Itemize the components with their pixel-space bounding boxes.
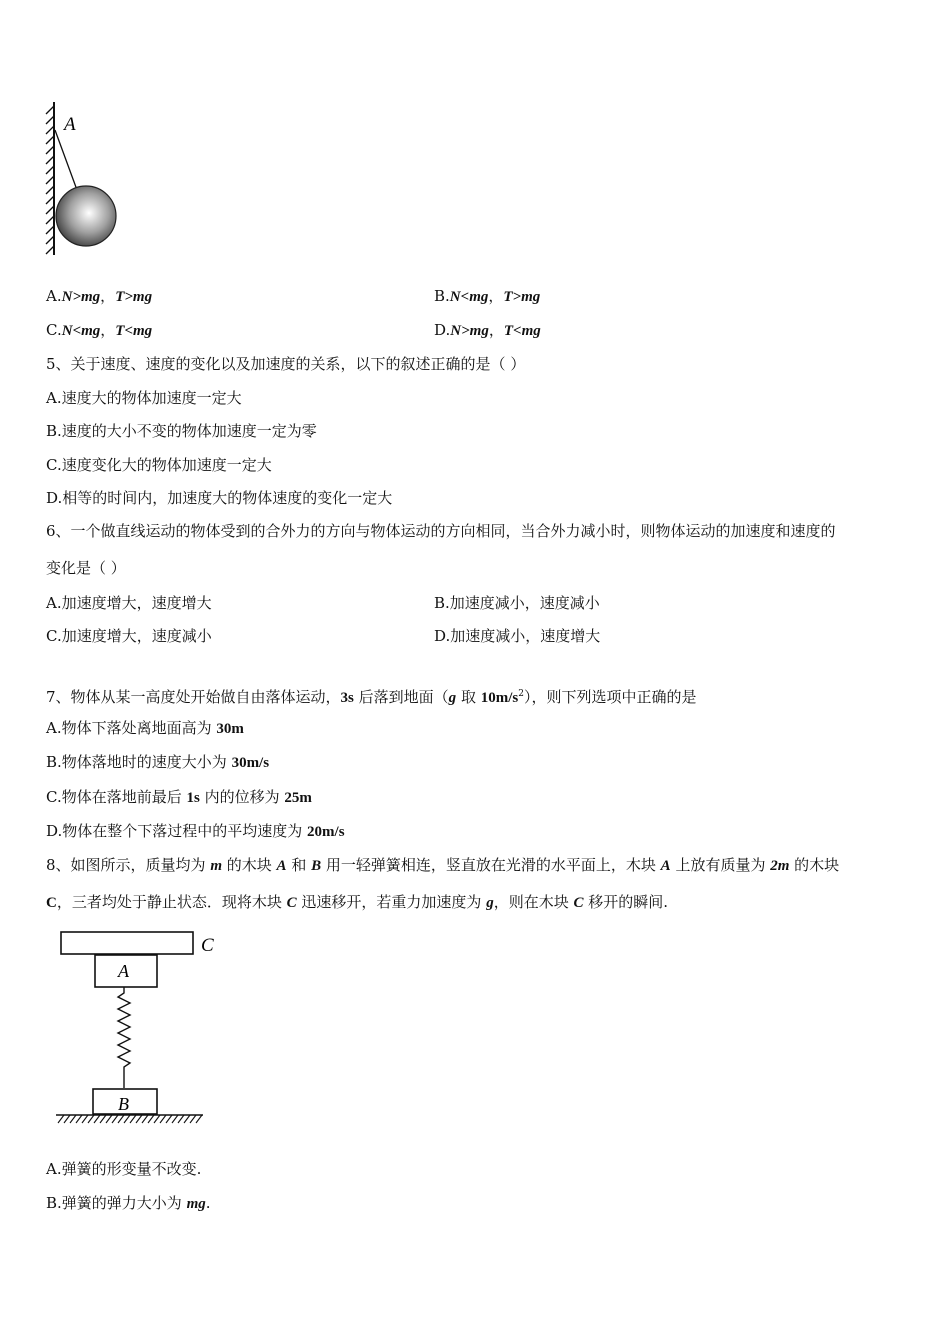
q4-option-B[interactable]: B.N<mg，T>mg [434,287,541,305]
q6-stem-line2: 变化是（ ） [46,559,126,577]
ball [56,186,116,246]
wall-hatching [46,106,54,254]
q8-option-A[interactable]: A.弹簧的形变量不改变. [46,1160,202,1178]
q7-option-A[interactable]: A.物体下落处离地面高为 30m [46,719,244,737]
q8-stem-line1: 8、如图所示，质量均为 m 的木块 A 和 B 用一轻弹簧相连，竖直放在光滑的水平面上，木块 A 上放有质量为 2m 的木块 [46,856,840,874]
label-C: C [201,935,214,956]
q6-option-C[interactable]: C.加速度增大，速度减小 [46,627,212,645]
q6-stem-line1: 6、一个做直线运动的物体受到的合外力的方向与物体运动的方向相同，当合外力减小时，则物体运动的加速度和速度的 [46,522,836,540]
q5-option-D[interactable]: D.相等的时间内，加速度大的物体速度的变化一定大 [46,489,393,507]
figure-ball-against-wall [40,100,150,270]
q7-option-C[interactable]: C.物体在落地前最后 1s 内的位移为 25m [46,788,312,806]
q4-option-D[interactable]: D.N>mg，T<mg [434,321,541,339]
q7-option-D[interactable]: D.物体在整个下落过程中的平均速度为 20m/s [46,822,345,840]
q5-option-C[interactable]: C.速度变化大的物体加速度一定大 [46,456,272,474]
ground-hatching [58,1115,202,1123]
rope [55,130,77,190]
q6-option-A[interactable]: A.加速度增大，速度增大 [46,594,212,612]
label-B: B [118,1094,129,1114]
label-A: A [64,114,76,135]
q8-stem-line2: C，三者均处于静止状态．现将木块 C 迅速移开，若重力加速度为 g，则在木块 C 移开的瞬间. [46,893,669,911]
q6-option-D[interactable]: D.加速度减小，速度增大 [434,627,601,645]
q5-option-B[interactable]: B.速度的大小不变的物体加速度一定为零 [46,422,317,440]
q4-option-C[interactable]: C.N<mg，T<mg [46,321,153,339]
spring [118,987,130,1088]
figure-blocks-spring [48,925,248,1145]
label-A: A [118,961,129,981]
q4-option-A[interactable]: A.N>mg，T>mg [46,287,153,305]
q7-stem: 7、物体从某一高度处开始做自由落体运动，3s 后落到地面（g 取 $10m/s^2$），则下列选项中正确的是 [46,688,697,706]
q7-option-B[interactable]: B.物体落地时的速度大小为 30m/s [46,753,270,771]
block-C [61,932,193,954]
q8-option-B[interactable]: B.弹簧的弹力大小为 mg. [46,1194,211,1212]
q5-stem: 5、关于速度、速度的变化以及加速度的关系，以下的叙述正确的是（ ） [46,355,526,373]
q5-option-A[interactable]: A.速度大的物体加速度一定大 [46,389,242,407]
q6-option-B[interactable]: B.加速度减小，速度减小 [434,594,600,612]
